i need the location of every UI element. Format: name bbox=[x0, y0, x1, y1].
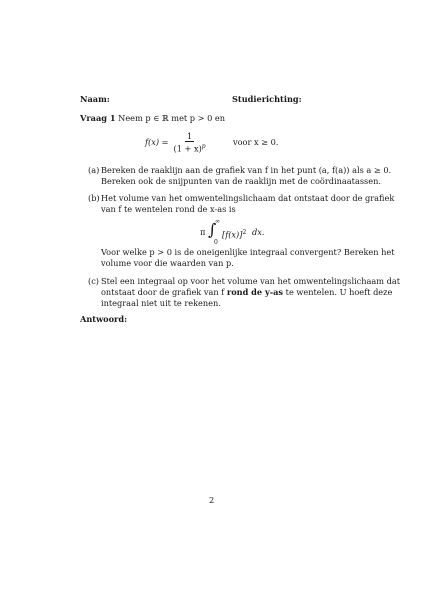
item-a-line-1: Bereken de raaklijn aan de grafiek van f in het punt (a, f(a)) als a ≥ 0. bbox=[101, 165, 392, 175]
answer-label: Antwoord: bbox=[80, 314, 128, 324]
question-title: Vraag 1 bbox=[80, 113, 116, 123]
integral-differential: dx. bbox=[252, 227, 265, 237]
function-fraction bbox=[172, 131, 208, 154]
integral-pi: π bbox=[200, 227, 206, 237]
name-label: Naam: bbox=[80, 94, 110, 104]
page-number: 2 bbox=[209, 495, 215, 505]
integral-sign: ∫ bbox=[208, 220, 217, 239]
item-b-line-4: volume voor die waarden van p. bbox=[101, 258, 234, 268]
item-a-label: (a) bbox=[88, 165, 100, 175]
program-label: Studierichting: bbox=[232, 94, 302, 104]
question-heading bbox=[80, 113, 225, 124]
question-intro: Neem p ∈ ℝ met p > 0 en bbox=[118, 113, 226, 123]
function-lhs: f(x) = bbox=[145, 136, 169, 147]
function-exponent: p bbox=[201, 143, 206, 150]
integral-lower-limit: 0 bbox=[214, 239, 218, 246]
item-c-line-2: ontstaat door de grafiek van f rond de y-as te wentelen. U hoeft deze bbox=[101, 287, 393, 297]
item-b-line-3: Voor welke p > 0 is de oneigenlijke integraal convergent? Bereken het bbox=[101, 247, 395, 257]
item-c-line-1: Stel een integraal op voor het volume van het omwentelingslichaam dat bbox=[101, 276, 401, 286]
item-a-line-2: Bereken ook de snijpunten van de raaklijn met de coördinaatassen. bbox=[101, 176, 381, 186]
item-c-line-3: integraal niet uit te rekenen. bbox=[101, 298, 221, 308]
function-denominator: $(1 + x)^p$ bbox=[173, 143, 206, 154]
integrand: $[f(x)]^2$ bbox=[222, 229, 247, 240]
item-c-emphasis: rond de y-as bbox=[226, 287, 284, 297]
item-b-label: (b) bbox=[88, 193, 100, 203]
integral-upper-limit: ∞ bbox=[215, 218, 220, 225]
function-domain: voor x ≥ 0. bbox=[233, 137, 279, 147]
item-b-line-2: van f te wentelen rond de x-as is bbox=[101, 204, 236, 214]
item-c-label: (c) bbox=[88, 276, 99, 286]
item-b-line-1: Het volume van het omwentelingslichaam dat ontstaat door de grafiek bbox=[101, 193, 395, 203]
function-definition bbox=[145, 131, 208, 154]
volume-integral bbox=[200, 217, 290, 247]
function-numerator: 1 bbox=[186, 131, 193, 141]
